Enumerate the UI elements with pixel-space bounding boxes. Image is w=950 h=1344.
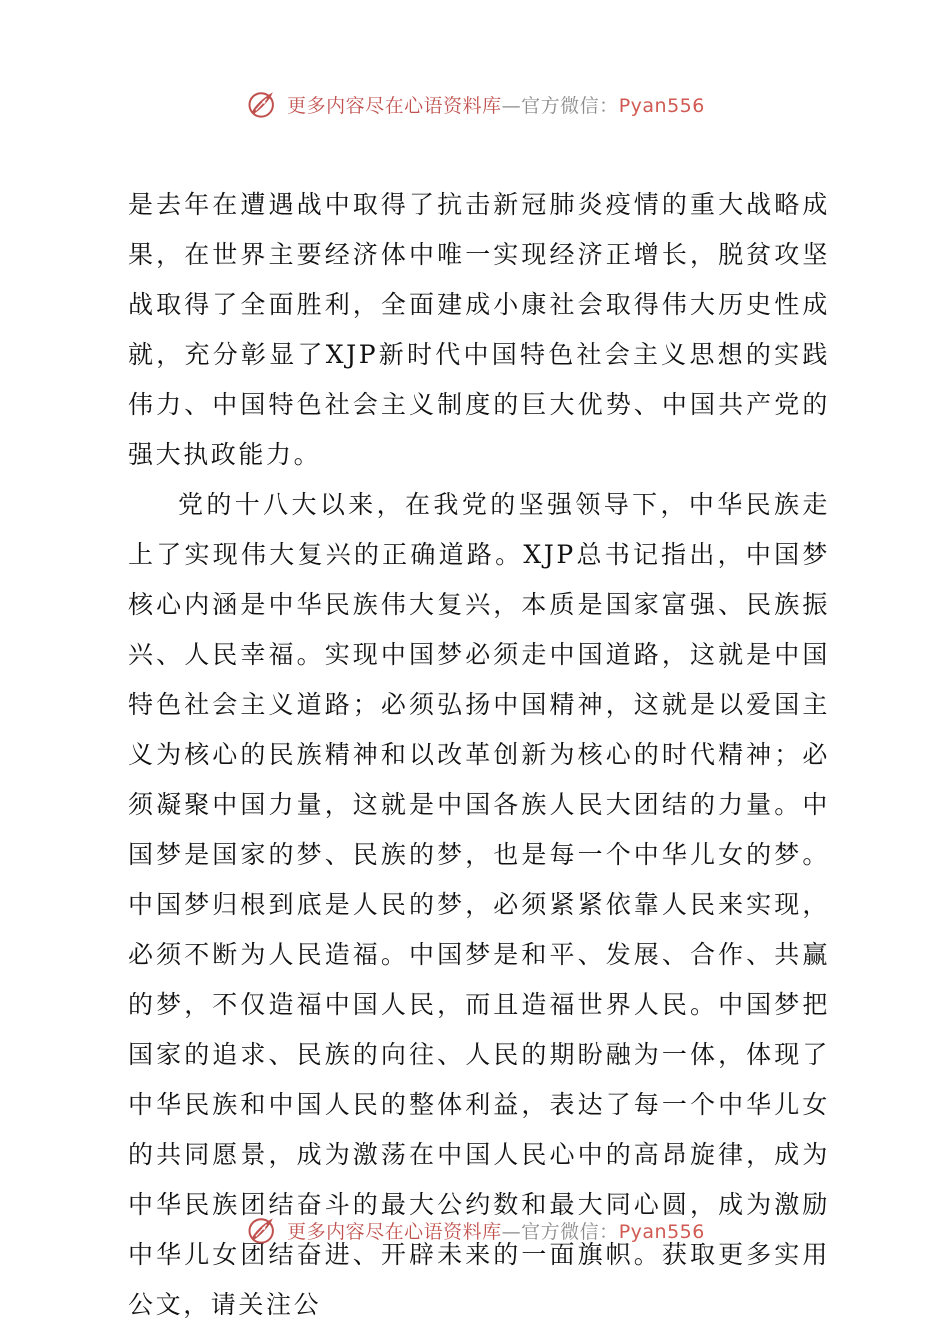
banner-wechat-id: Pyan556 (618, 1220, 705, 1243)
banner-separator: — (501, 94, 522, 117)
banner-wechat-id: Pyan556 (618, 94, 705, 117)
footer-banner-content (245, 1212, 705, 1248)
header-banner (0, 82, 950, 126)
paragraph-continuation: 是去年在遭遇战中取得了抗击新冠肺炎疫情的重大战略成果，在世界主要经济体中唯一实现经济正增长，脱贫攻坚战取得了全面胜利，全面建成小康社会取得伟大历史性成就，充分彰显了XJP新时代中国特色社会主义思想的实践伟力、中国特色社会主义制度的巨大优势、中国共产党的强大执政能力。 (128, 190, 830, 469)
footer-banner (0, 1208, 950, 1252)
banner-wechat-label: 官方微信： (521, 1220, 619, 1243)
banner-site-name: 更多内容尽在心语资料库 (287, 1220, 502, 1243)
banner-wechat-label: 官方微信： (521, 94, 619, 117)
header-banner-content (245, 86, 705, 122)
banner-site-name: 更多内容尽在心语资料库 (287, 94, 502, 117)
paragraph-chinese-dream: 党的十八大以来，在我党的坚强领导下，中华民族走上了实现伟大复兴的正确道路。XJP总书记指出，中国梦核心内涵是中华民族伟大复兴，本质是国家富强、民族振兴、人民幸福。实现中国梦必须走中国道路，这就是中国特色社会主义道路；必须弘扬中国精神，这就是以爱国主义为核心的民族精神和以改革创新为核心的时代精神；必须凝聚中国力量，这就是中国各族人民大团结的力量。中国梦是国家的梦、民族的梦，也是每一个中华儿女的梦。中国梦归根到底是人民的梦，必须紧紧依靠人民来实现，必须不断为人民造福。中国梦是和平、发展、合作、共赢的梦，不仅造福中国人民，而且造福世界人民。中国梦把国家的追求、民族的向往、人民的期盼融为一体，体现了中华民族和中国人民的整体利益，表达了每一个中华儿女的共同愿景，成为激荡在中国人民心中的高昂旋律，成为中华民族团结奋斗的最大公约数和最大同心圆，成为激励中华儿女团结奋进、开辟未来的一面旗帜。获取更多实用公文，请关注公 (128, 490, 830, 1319)
pen-nib-logo-icon (245, 1212, 281, 1248)
banner-separator: — (501, 1220, 522, 1243)
pen-nib-logo-icon (245, 86, 281, 122)
